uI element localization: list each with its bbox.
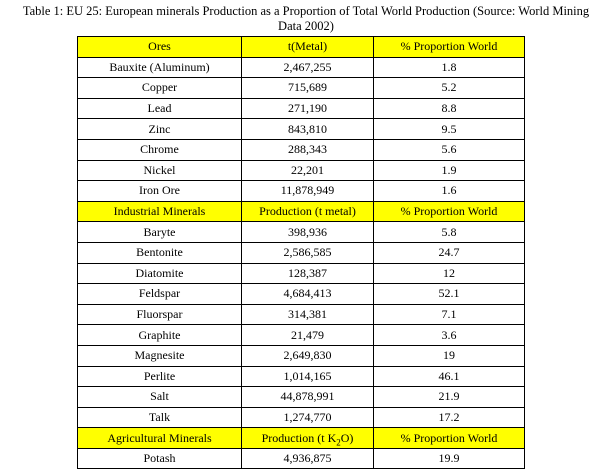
- proportion-cell: 19: [374, 345, 525, 366]
- mineral-cell: Fluorspar: [78, 304, 242, 325]
- proportion-cell: 17.2: [374, 407, 525, 428]
- minerals-table: [77, 36, 525, 469]
- mineral-cell: Diatomite: [78, 263, 242, 284]
- table-row: [78, 78, 525, 99]
- production-cell: 314,381: [242, 304, 374, 325]
- header-cell: t(Metal): [242, 37, 374, 58]
- production-cell: 21,479: [242, 325, 374, 346]
- production-cell: 1,014,165: [242, 366, 374, 387]
- production-cell: 44,878,991: [242, 387, 374, 408]
- proportion-cell: 5.8: [374, 222, 525, 243]
- production-cell: 715,689: [242, 78, 374, 99]
- table-row: [78, 181, 525, 202]
- proportion-cell: 52.1: [374, 284, 525, 305]
- table-row: [78, 119, 525, 140]
- production-cell: 2,586,585: [242, 242, 374, 263]
- mineral-cell: Feldspar: [78, 284, 242, 305]
- section-header-row: [78, 37, 525, 58]
- proportion-cell: 1.8: [374, 57, 525, 78]
- table-row: [78, 448, 525, 469]
- proportion-cell: 1.9: [374, 160, 525, 181]
- mineral-cell: Perlite: [78, 366, 242, 387]
- header-cell: % Proportion World: [374, 201, 525, 222]
- production-cell: 4,936,875: [242, 448, 374, 469]
- mineral-cell: Chrome: [78, 139, 242, 160]
- mineral-cell: Potash: [78, 448, 242, 469]
- mineral-cell: Bauxite (Aluminum): [78, 57, 242, 78]
- production-cell: 2,649,830: [242, 345, 374, 366]
- table-row: [78, 57, 525, 78]
- mineral-cell: Zinc: [78, 119, 242, 140]
- table-row: [78, 387, 525, 408]
- table-row: [78, 98, 525, 119]
- proportion-cell: 19.9: [374, 448, 525, 469]
- mineral-cell: Copper: [78, 78, 242, 99]
- mineral-cell: Baryte: [78, 222, 242, 243]
- production-cell: 22,201: [242, 160, 374, 181]
- table-row: [78, 366, 525, 387]
- header-cell: Industrial Minerals: [78, 201, 242, 222]
- production-cell: 843,810: [242, 119, 374, 140]
- header-cell: Agricultural Minerals: [78, 428, 242, 449]
- proportion-cell: 8.8: [374, 98, 525, 119]
- mineral-cell: Graphite: [78, 325, 242, 346]
- section-header-row: [78, 201, 525, 222]
- table-row: [78, 304, 525, 325]
- header-cell: Production (t $K_2O$): [242, 428, 374, 449]
- mineral-cell: Lead: [78, 98, 242, 119]
- table-row: [78, 407, 525, 428]
- header-cell: % Proportion World: [374, 428, 525, 449]
- proportion-cell: 9.5: [374, 119, 525, 140]
- proportion-cell: 7.1: [374, 304, 525, 325]
- table-row: [78, 139, 525, 160]
- production-cell: 11,878,949: [242, 181, 374, 202]
- mineral-cell: Bentonite: [78, 242, 242, 263]
- proportion-cell: 12: [374, 263, 525, 284]
- caption-line-1: Table 1: EU 25: European minerals Production as a Proportion of Total World Production (Source: World Mining: [22, 4, 590, 18]
- mineral-cell: Talk: [78, 407, 242, 428]
- proportion-cell: 21.9: [374, 387, 525, 408]
- proportion-cell: 1.6: [374, 181, 525, 202]
- production-cell: 398,936: [242, 222, 374, 243]
- header-cell: Ores: [78, 37, 242, 58]
- production-cell: 2,467,255: [242, 57, 374, 78]
- proportion-cell: 46.1: [374, 366, 525, 387]
- mineral-cell: Salt: [78, 387, 242, 408]
- proportion-cell: 5.6: [374, 139, 525, 160]
- mineral-cell: Nickel: [78, 160, 242, 181]
- table-row: [78, 222, 525, 243]
- proportion-cell: 24.7: [374, 242, 525, 263]
- production-cell: 271,190: [242, 98, 374, 119]
- production-cell: 288,343: [242, 139, 374, 160]
- table-row: [78, 284, 525, 305]
- production-cell: 4,684,413: [242, 284, 374, 305]
- production-cell: 1,274,770: [242, 407, 374, 428]
- caption-line-2: Data 2002): [278, 19, 334, 33]
- mineral-cell: Iron Ore: [78, 181, 242, 202]
- table-row: [78, 160, 525, 181]
- table-row: [78, 242, 525, 263]
- proportion-cell: 3.6: [374, 325, 525, 346]
- table-row: [78, 263, 525, 284]
- table-row: [78, 325, 525, 346]
- table-row: [78, 345, 525, 366]
- production-cell: 128,387: [242, 263, 374, 284]
- section-header-row: [78, 428, 525, 449]
- proportion-cell: 5.2: [374, 78, 525, 99]
- table-caption: [0, 4, 612, 34]
- header-cell: Production (t metal): [242, 201, 374, 222]
- mineral-cell: Magnesite: [78, 345, 242, 366]
- header-cell: % Proportion World: [374, 37, 525, 58]
